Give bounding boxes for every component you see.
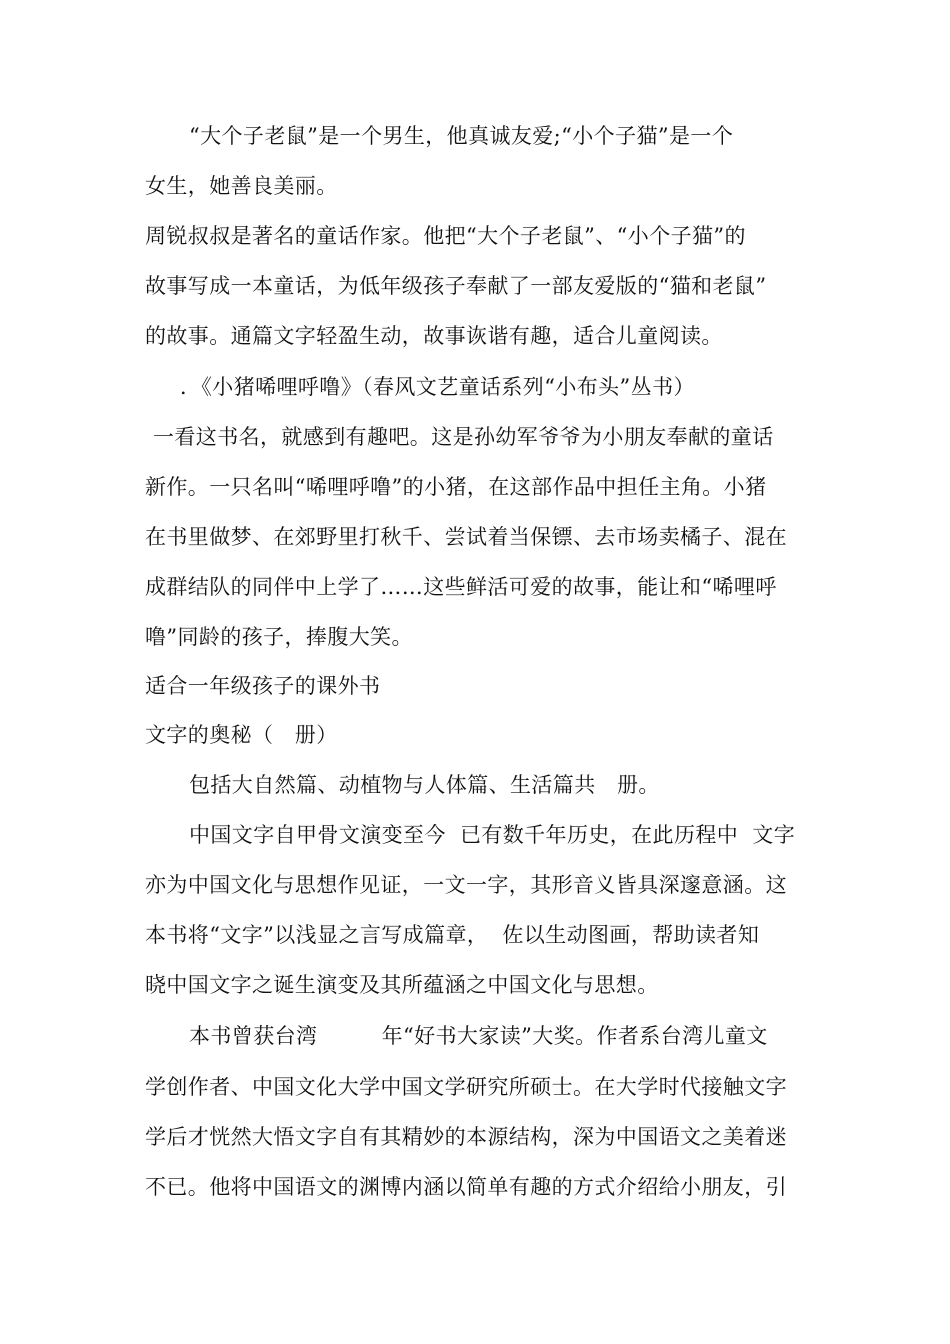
paragraph-line: 新作。一只名叫“唏哩呼噜”的小猪，在这部作品中担任主角。小猪 — [145, 475, 767, 499]
paragraph-line: “大个子老鼠”是一个男生，他真诚友爱;“小个子猫”是一个 — [189, 124, 734, 148]
paragraph-line: 包括大自然篇、动植物与人体篇、生活篇共 册。 — [189, 773, 660, 797]
paragraph-line: 中国文字自甲骨文演变至今 已有数千年历史，在此历程中 文字 — [189, 823, 796, 847]
book-heading: 文字的奥秘（ 册） — [145, 723, 338, 747]
paragraph-line: 本书将“文字”以浅显之言写成篇章， 佐以生动图画，帮助读者知 — [145, 923, 760, 947]
paragraph-line: 学后才恍然大悟文字自有其精妙的本源结构，深为中国语文之美着迷 — [145, 1125, 787, 1149]
paragraph-line: 不已。他将中国语文的渊博内涵以简单有趣的方式介绍给小朋友，引 — [145, 1175, 787, 1199]
section-heading: 适合一年级孩子的课外书 — [145, 674, 381, 698]
paragraph-line: 故事写成一本童话，为低年级孩子奉献了一部友爱版的“猫和老鼠” — [145, 274, 767, 298]
paragraph-line: 亦为中国文化与思想作见证，一文一字，其形音义皆具深邃意涵。这 — [145, 873, 787, 897]
paragraph-line: 学创作者、中国文化大学中国文学研究所硕士。在大学时代接触文字 — [145, 1075, 787, 1099]
paragraph-line: 的故事。通篇文字轻盈生动，故事诙谐有趣，适合儿童阅读。 — [145, 324, 723, 348]
paragraph-line: 本书曾获台湾 年“好书大家读”大奖。作者系台湾儿童文 — [189, 1024, 768, 1048]
paragraph-line: 成群结队的同伴中上学了……这些鲜活可爱的故事，能让和“唏哩呼 — [145, 575, 777, 599]
paragraph-line: 晓中国文字之诞生演变及其所蕴涵之中国文化与思想。 — [145, 973, 659, 997]
paragraph-line: 一看这书名，就感到有趣吧。这是孙幼军爷爷为小朋友奉献的童话 — [153, 425, 774, 449]
paragraph-line: 在书里做梦、在郊野里打秋千、尝试着当保镖、去市场卖橘子、混在 — [145, 525, 787, 549]
paragraph-line: 周锐叔叔是著名的童话作家。他把“大个子老鼠”、“小个子猫”的 — [145, 224, 746, 248]
book-heading: ．《小猪唏哩呼噜》（春风文艺童话系列“小布头”丛书） — [180, 375, 695, 399]
paragraph-line: 噜”同龄的孩子，捧腹大笑。 — [145, 625, 413, 649]
paragraph-line: 女生，她善良美丽。 — [145, 174, 338, 198]
